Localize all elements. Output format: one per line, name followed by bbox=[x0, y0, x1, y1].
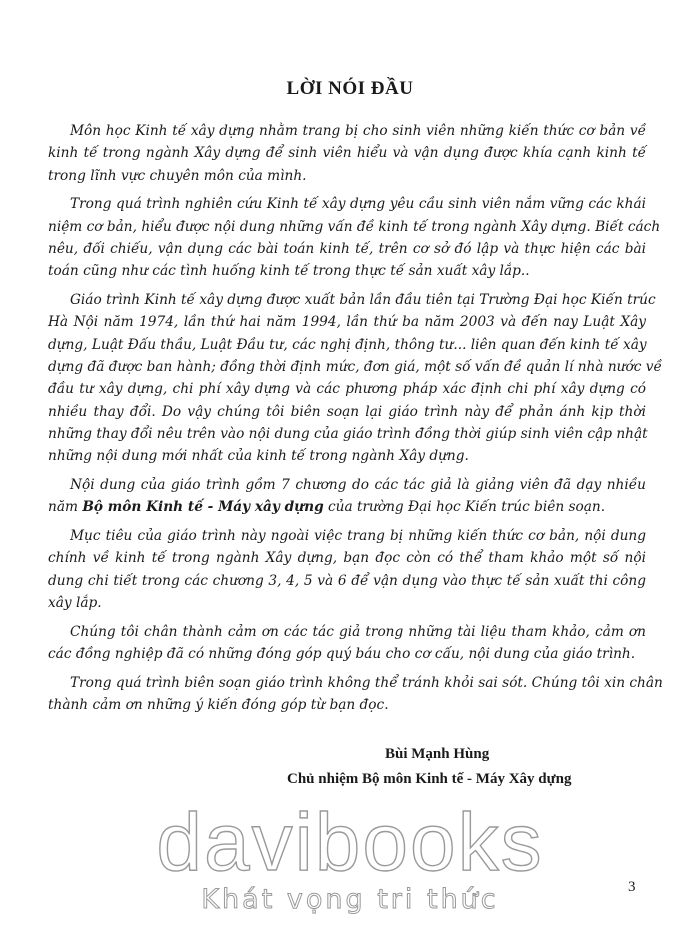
text-line: Nội dung của giáo trình gồm 7 chương do các tác giả là giảng viên đã dạy nhiều bbox=[70, 476, 646, 493]
text-line: những nội dung mới nhất của kinh tế trong ngành Xây dựng. bbox=[48, 448, 469, 465]
text-line: những thay đổi nêu trên vào nội dung của giáo trình đồng thời giúp sinh viên cập nhật bbox=[48, 425, 648, 442]
text-line: Hà Nội năm 1974, lần thứ hai năm 1994, lần thứ ba năm 2003 và đến nay Luật Xây bbox=[48, 314, 646, 331]
text-line: nhiều thay đổi. Do vậy chúng tôi biên soạn lại giáo trình này để phản ánh kịp thời bbox=[48, 403, 646, 420]
text-line: trong lĩnh vực chuyên môn của mình. bbox=[48, 167, 307, 184]
text-line: toán cũng như các tình huống kinh tế trong thực tế sản xuất xây lắp.. bbox=[48, 263, 530, 280]
department-name: Bộ môn Kinh tế - Máy xây dựng bbox=[82, 499, 324, 516]
page-number: 3 bbox=[628, 879, 636, 895]
body-text bbox=[48, 120, 663, 723]
text-line bbox=[48, 496, 646, 518]
text-segment: năm bbox=[48, 499, 83, 516]
text-line: Chúng tôi chân thành cảm ơn các tác giả trong những tài liệu tham khảo, cảm ơn bbox=[70, 623, 646, 640]
text-line: kinh tế trong ngành Xây dựng để sinh viên hiểu và vận dụng được khía cạnh kinh tế bbox=[48, 145, 646, 162]
paragraph-1 bbox=[48, 120, 646, 187]
author-name: Bùi Mạnh Hùng bbox=[385, 746, 490, 762]
page-title: LỜI NÓI ĐẦU bbox=[286, 78, 414, 99]
paragraph-4 bbox=[48, 474, 646, 519]
text-line: các đồng nghiệp đã có những đóng góp quý báu cho cơ cấu, nội dung của giáo trình. bbox=[48, 646, 636, 663]
text-line: dung chi tiết trong các chương 3, 4, 5 và 6 để vận dụng vào thực tế sản xuất thi công bbox=[48, 572, 646, 589]
signature-block bbox=[287, 742, 647, 792]
text-line: dựng đã được ban hành; đồng thời định mức, đơn giá, một số vấn đề quản lí nhà nước về bbox=[48, 358, 662, 375]
text-line: Mục tiêu của giáo trình này ngoài việc trang bị những kiến thức cơ bản, nội dung bbox=[70, 528, 646, 545]
author-role: Chủ nhiệm Bộ môn Kinh tế - Máy Xây dựng bbox=[287, 771, 572, 787]
watermark bbox=[155, 797, 545, 916]
text-line: nêu, đối chiếu, vận dụng các bài toán kinh tế, trên cơ sở đó lập và thực hiện các bài bbox=[48, 240, 646, 257]
text-segment: của trường Đại học Kiến trúc biên soạn. bbox=[323, 499, 606, 516]
text-line: Môn học Kinh tế xây dựng nhằm trang bị cho sinh viên những kiến thức cơ bản về bbox=[70, 123, 646, 139]
text-line: Giáo trình Kinh tế xây dựng được xuất bản lần đầu tiên tại Trường Đại học Kiến trúc bbox=[70, 292, 656, 309]
text-line: niệm cơ bản, hiểu được nội dung những vấn đề kinh tế trong ngành Xây dựng. Biết cách bbox=[48, 218, 661, 235]
text-line: đầu tư xây dựng, chi phí xây dựng và các phương pháp xác định chi phí xây dựng có bbox=[48, 381, 646, 398]
text-line: thành cảm ơn những ý kiến đóng góp từ bạn đọc. bbox=[48, 697, 389, 714]
text-line: Trong quá trình nghiên cứu Kinh tế xây dựng yêu cầu sinh viên nắm vững các khái bbox=[70, 196, 646, 213]
text-line: chính về kinh tế trong ngành Xây dựng, bạn đọc còn có thể tham khảo một số nội bbox=[48, 550, 646, 567]
text-line: Trong quá trình biên soạn giáo trình không thể tránh khỏi sai sót. Chúng tôi xin chân bbox=[70, 674, 663, 691]
watermark-brand: davibooks bbox=[156, 797, 544, 888]
text-line: xây lắp. bbox=[48, 594, 102, 611]
watermark-slogan: Khát vọng tri thức bbox=[201, 884, 499, 915]
text-line: dựng, Luật Đấu thầu, Luật Đầu tư, các nghị định, thông tư... liên quan đến kinh tế xây bbox=[48, 336, 647, 353]
paragraph-6 bbox=[48, 621, 646, 666]
paragraph-7 bbox=[48, 672, 663, 717]
paragraph-2 bbox=[48, 193, 661, 282]
paragraph-3 bbox=[48, 289, 662, 467]
paragraph-5 bbox=[48, 525, 646, 614]
